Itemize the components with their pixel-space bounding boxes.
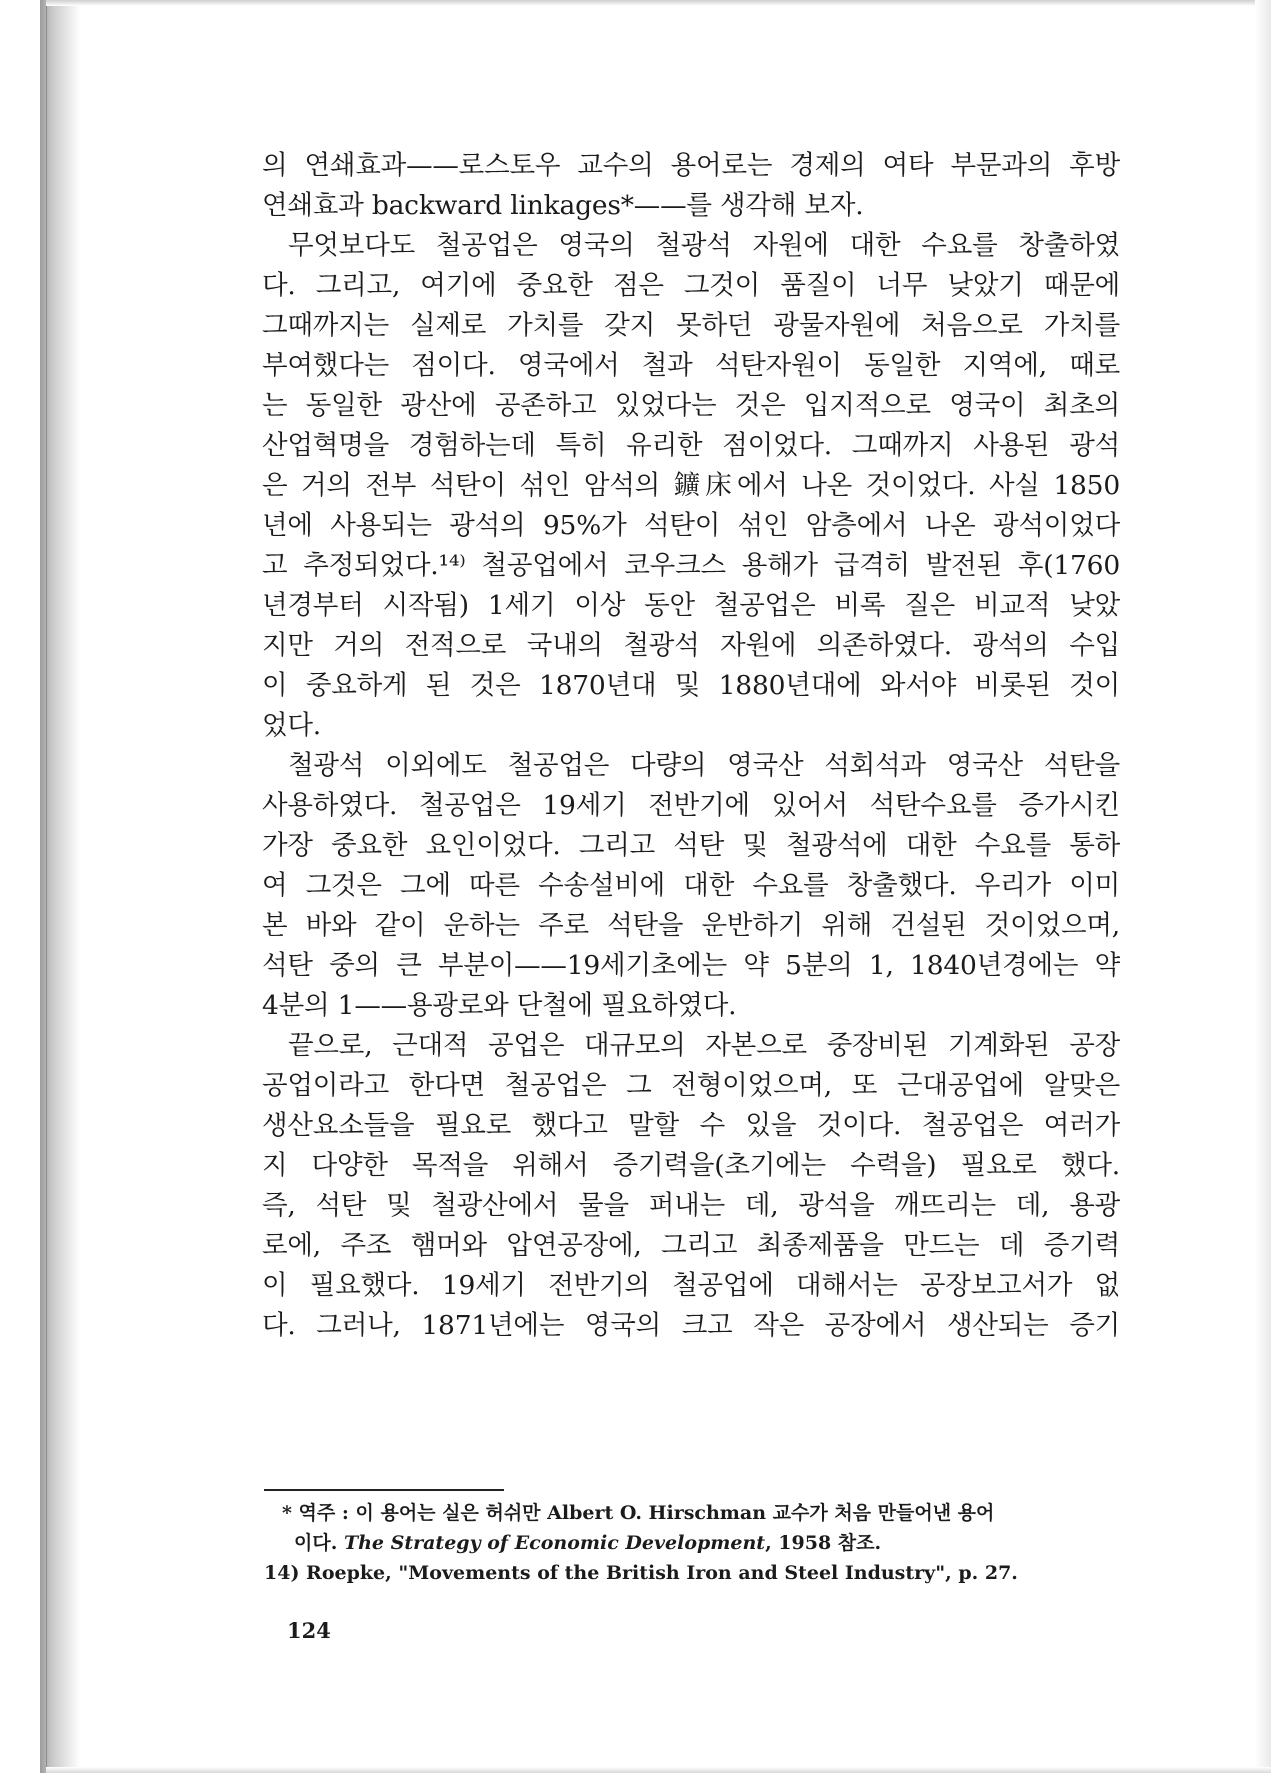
body-line: 로에, 주조 햄머와 압연공장에, 그리고 최종제품을 만드는 데 증기력 — [262, 1230, 1120, 1261]
body-line: 무엇보다도 철공업은 영국의 철광석 자원에 대한 수요를 창출하였 — [288, 230, 1120, 261]
translator-note-text: , 1958 참조. — [765, 1532, 882, 1554]
translator-note-text: 이다. — [294, 1532, 344, 1554]
body-line: 지 다양한 목적을 위해서 증기력을(초기에는 수력을) 필요로 했다. — [262, 1150, 1120, 1181]
body-line: 부여했다는 점이다. 영국에서 철과 석탄자원이 동일한 지역에, 때로 — [262, 350, 1120, 381]
body-line: 본 바와 같이 운하는 주로 석탄을 운반하기 위해 건설된 것이었으며, — [262, 910, 1120, 941]
page-right-edge — [1255, 0, 1271, 1773]
body-line: 이 중요하게 된 것은 1870년대 및 1880년대에 와서야 비롯된 것이 — [262, 670, 1120, 701]
body-line: 지만 거의 전적으로 국내의 철광석 자원에 의존하였다. 광석의 수입 — [262, 630, 1120, 661]
body-line: 은 거의 전부 석탄이 섞인 암석의 鑛床에서 나온 것이었다. 사실 1850 — [262, 470, 1120, 501]
body-line: 석탄 중의 큰 부분이——19세기초에는 약 5분의 1, 1840년경에는 약 — [262, 950, 1120, 981]
body-line: 년에 사용되는 광석의 95%가 석탄이 섞인 암층에서 나온 광석이었다 — [262, 510, 1120, 541]
footnote-separator — [264, 1489, 504, 1491]
body-line: 년경부터 시작됨) 1세기 이상 동안 철공업은 비록 질은 비교적 낮았 — [262, 590, 1120, 621]
body-line: 연쇄효과 backward linkages*——를 생각해 보자. — [262, 190, 864, 221]
body-line: 다. 그리고, 여기에 중요한 점은 그것이 품질이 너무 낮았기 때문에 — [262, 270, 1120, 301]
body-text — [262, 146, 1120, 1346]
body-line: 가장 중요한 요인이었다. 그리고 석탄 및 철광석에 대한 수요를 통하 — [262, 830, 1120, 861]
translator-note-line-1 — [282, 1498, 1122, 1528]
body-line: 그때까지는 실제로 가치를 갖지 못하던 광물자원에 처음으로 가치를 — [262, 310, 1120, 341]
body-line: 고 추정되었다.¹⁴⁾ 철공업에서 코우크스 용해가 급격히 발전된 후(1760 — [262, 550, 1120, 581]
body-line: 의 연쇄효과——로스토우 교수의 용어로는 경제의 여타 부문과의 후방 — [262, 150, 1120, 181]
footnote-14: 14) Roepke, "Movements of the British Iron and Steel Industry", p. 27. — [264, 1562, 1018, 1584]
body-line: 철광석 이외에도 철공업은 다량의 영국산 석회석과 영국산 석탄을 — [288, 750, 1120, 781]
page-left-edge-line — [46, 0, 47, 1773]
body-line: 는 동일한 광산에 공존하고 있었다는 것은 입지적으로 영국이 최초의 — [262, 390, 1120, 421]
body-line: 끝으로, 근대적 공업은 대규모의 자본으로 중장비된 기계화된 공장 — [288, 1030, 1120, 1061]
body-line: 생산요소들을 필요로 했다고 말할 수 있을 것이다. 철공업은 여러가 — [262, 1110, 1120, 1141]
body-line: 다. 그러나, 1871년에는 영국의 크고 작은 공장에서 생산되는 증기 — [262, 1310, 1120, 1341]
body-line: 4분의 1——용광로와 단철에 필요하였다. — [262, 990, 737, 1021]
footnotes — [264, 1498, 1122, 1588]
cited-book-title: The Strategy of Economic Development — [343, 1532, 766, 1554]
body-line: 었다. — [262, 710, 322, 741]
body-line: 여 그것은 그에 따른 수송설비에 대한 수요를 창출했다. 우리가 이미 — [262, 870, 1120, 901]
body-line: 사용하였다. 철공업은 19세기 전반기에 있어서 석탄수요를 증가시킨 — [262, 790, 1120, 821]
body-line: 즉, 석탄 및 철광산에서 물을 퍼내는 데, 광석을 깨뜨리는 데, 용광 — [262, 1190, 1120, 1221]
page-top-edge — [46, 0, 1271, 6]
body-line: 공업이라고 한다면 철공업은 그 전형이었으며, 또 근대공업에 알맞은 — [262, 1070, 1120, 1101]
translator-note-text: * 역주 : 이 용어는 실은 허쉬만 Albert O. Hirschman 교수가 처음 만들어낸 용어 — [282, 1502, 995, 1524]
body-line: 산업혁명을 경험하는데 특히 유리한 점이었다. 그때까지 사용된 광석 — [262, 430, 1120, 461]
body-line: 이 필요했다. 19세기 전반기의 철공업에 대해서는 공장보고서가 없 — [262, 1270, 1120, 1301]
page-number: 124 — [287, 1618, 331, 1643]
translator-note-line-2 — [282, 1528, 1122, 1558]
page-bottom-edge — [46, 1767, 1271, 1773]
